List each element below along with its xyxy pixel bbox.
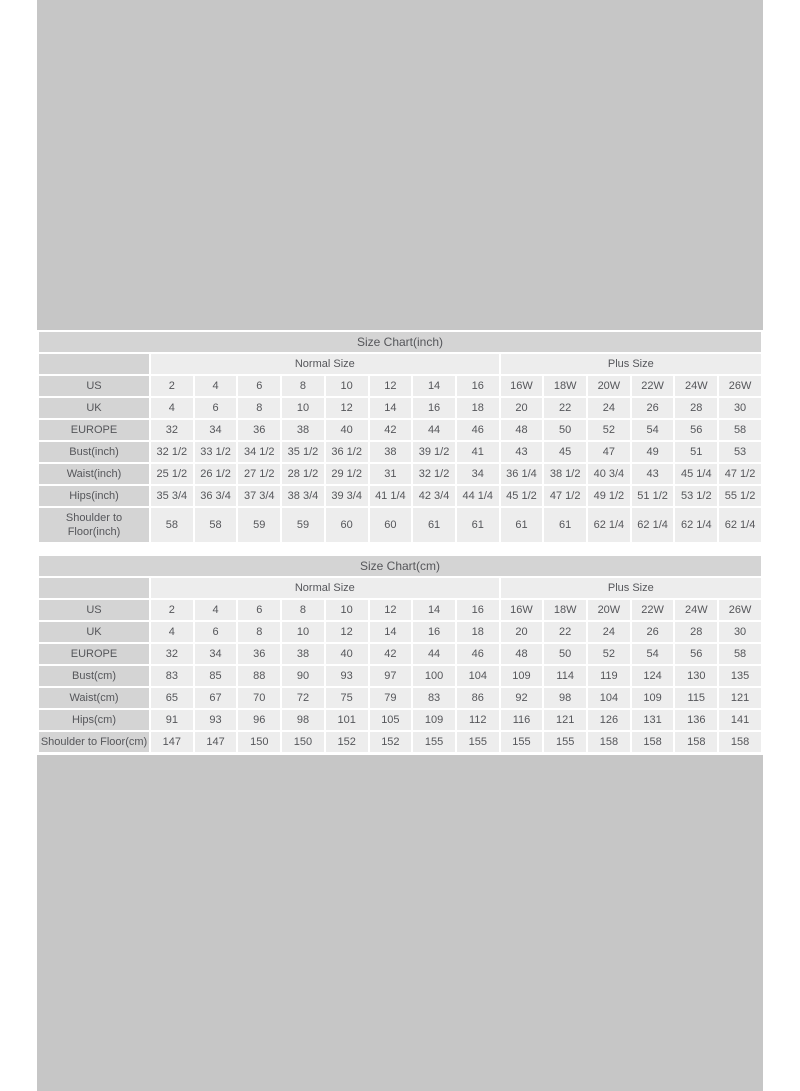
size-cell: 28 1/2 bbox=[282, 464, 324, 484]
size-row bbox=[39, 464, 761, 484]
size-cell: 135 bbox=[719, 666, 761, 686]
size-row bbox=[39, 666, 761, 686]
size-cell: 49 bbox=[632, 442, 674, 462]
size-cell: 10 bbox=[326, 600, 368, 620]
size-cell: 60 bbox=[370, 508, 412, 542]
row-label: Waist(inch) bbox=[39, 464, 149, 484]
size-cell: 136 bbox=[675, 710, 717, 730]
group-header: Plus Size bbox=[501, 354, 761, 374]
size-cell: 38 1/2 bbox=[544, 464, 586, 484]
size-cell: 16W bbox=[501, 376, 543, 396]
size-cell: 124 bbox=[632, 666, 674, 686]
size-cell: 36 1/2 bbox=[326, 442, 368, 462]
size-cell: 32 bbox=[151, 420, 193, 440]
size-cell: 52 bbox=[588, 420, 630, 440]
size-cell: 32 1/2 bbox=[151, 442, 193, 462]
size-cell: 70 bbox=[238, 688, 280, 708]
corner-cell bbox=[39, 354, 149, 374]
size-row bbox=[39, 508, 761, 542]
row-label: Shoulder to Floor(cm) bbox=[39, 732, 149, 752]
size-cell: 62 1/4 bbox=[588, 508, 630, 542]
size-cell: 38 3/4 bbox=[282, 486, 324, 506]
size-cell: 72 bbox=[282, 688, 324, 708]
size-cell: 4 bbox=[195, 600, 237, 620]
size-cell: 12 bbox=[370, 600, 412, 620]
size-chart-inch-table bbox=[37, 330, 763, 544]
size-cell: 61 bbox=[544, 508, 586, 542]
size-row bbox=[39, 600, 761, 620]
size-cell: 54 bbox=[632, 420, 674, 440]
size-cell: 93 bbox=[326, 666, 368, 686]
size-row bbox=[39, 688, 761, 708]
size-cell: 14 bbox=[370, 398, 412, 418]
size-cell: 52 bbox=[588, 644, 630, 664]
size-cell: 20 bbox=[501, 398, 543, 418]
size-cell: 22 bbox=[544, 622, 586, 642]
size-cell: 83 bbox=[413, 688, 455, 708]
size-cell: 59 bbox=[282, 508, 324, 542]
size-cell: 54 bbox=[632, 644, 674, 664]
size-cell: 24W bbox=[675, 600, 717, 620]
size-cell: 62 1/4 bbox=[719, 508, 761, 542]
size-cell: 6 bbox=[195, 622, 237, 642]
size-cell: 36 bbox=[238, 644, 280, 664]
size-cell: 18W bbox=[544, 376, 586, 396]
size-cell: 16 bbox=[413, 398, 455, 418]
size-cell: 56 bbox=[675, 420, 717, 440]
size-cell: 20 bbox=[501, 622, 543, 642]
size-cell: 130 bbox=[675, 666, 717, 686]
size-cell: 158 bbox=[719, 732, 761, 752]
size-cell: 60 bbox=[326, 508, 368, 542]
size-cell: 59 bbox=[238, 508, 280, 542]
size-cell: 33 1/2 bbox=[195, 442, 237, 462]
size-cell: 16 bbox=[413, 622, 455, 642]
size-cell: 35 3/4 bbox=[151, 486, 193, 506]
size-cell: 109 bbox=[632, 688, 674, 708]
size-cell: 2 bbox=[151, 600, 193, 620]
size-cell: 42 3/4 bbox=[413, 486, 455, 506]
size-cell: 26 bbox=[632, 398, 674, 418]
row-label: Waist(cm) bbox=[39, 688, 149, 708]
size-cell: 83 bbox=[151, 666, 193, 686]
size-cell: 38 bbox=[282, 420, 324, 440]
group-header-row bbox=[39, 578, 761, 598]
size-cell: 28 bbox=[675, 398, 717, 418]
size-cell: 152 bbox=[370, 732, 412, 752]
table-title: Size Chart(inch) bbox=[39, 332, 761, 352]
size-cell: 46 bbox=[457, 644, 499, 664]
size-cell: 115 bbox=[675, 688, 717, 708]
size-cell: 8 bbox=[282, 600, 324, 620]
size-cell: 121 bbox=[719, 688, 761, 708]
size-cell: 26 bbox=[632, 622, 674, 642]
size-cell: 58 bbox=[195, 508, 237, 542]
size-cell: 36 bbox=[238, 420, 280, 440]
size-cell: 44 bbox=[413, 644, 455, 664]
size-cell: 18 bbox=[457, 398, 499, 418]
size-cell: 50 bbox=[544, 644, 586, 664]
size-cell: 36 3/4 bbox=[195, 486, 237, 506]
size-chart-panel bbox=[37, 330, 763, 755]
size-cell: 55 1/2 bbox=[719, 486, 761, 506]
size-cell: 10 bbox=[282, 622, 324, 642]
size-chart-cm-table bbox=[37, 554, 763, 754]
content-column bbox=[37, 0, 763, 1091]
size-cell: 6 bbox=[238, 600, 280, 620]
size-cell: 58 bbox=[719, 420, 761, 440]
size-cell: 101 bbox=[326, 710, 368, 730]
size-cell: 79 bbox=[370, 688, 412, 708]
size-cell: 25 1/2 bbox=[151, 464, 193, 484]
image-placeholder-bottom bbox=[37, 755, 763, 1091]
size-cell: 90 bbox=[282, 666, 324, 686]
size-row bbox=[39, 732, 761, 752]
size-cell: 98 bbox=[544, 688, 586, 708]
size-cell: 61 bbox=[501, 508, 543, 542]
size-cell: 16 bbox=[457, 376, 499, 396]
size-cell: 37 3/4 bbox=[238, 486, 280, 506]
size-cell: 32 bbox=[151, 644, 193, 664]
size-row bbox=[39, 376, 761, 396]
size-cell: 155 bbox=[457, 732, 499, 752]
size-cell: 38 bbox=[282, 644, 324, 664]
size-cell: 109 bbox=[413, 710, 455, 730]
size-cell: 24 bbox=[588, 622, 630, 642]
size-cell: 75 bbox=[326, 688, 368, 708]
size-cell: 43 bbox=[501, 442, 543, 462]
size-cell: 12 bbox=[326, 622, 368, 642]
size-cell: 150 bbox=[282, 732, 324, 752]
size-cell: 86 bbox=[457, 688, 499, 708]
size-cell: 26W bbox=[719, 600, 761, 620]
row-label: US bbox=[39, 376, 149, 396]
size-row bbox=[39, 486, 761, 506]
size-cell: 18 bbox=[457, 622, 499, 642]
size-cell: 44 bbox=[413, 420, 455, 440]
size-cell: 62 1/4 bbox=[632, 508, 674, 542]
size-cell: 47 bbox=[588, 442, 630, 462]
size-cell: 38 bbox=[370, 442, 412, 462]
size-cell: 61 bbox=[457, 508, 499, 542]
size-cell: 67 bbox=[195, 688, 237, 708]
size-cell: 88 bbox=[238, 666, 280, 686]
size-row bbox=[39, 644, 761, 664]
size-cell: 27 1/2 bbox=[238, 464, 280, 484]
size-cell: 34 bbox=[457, 464, 499, 484]
size-cell: 93 bbox=[195, 710, 237, 730]
size-cell: 45 1/4 bbox=[675, 464, 717, 484]
size-cell: 14 bbox=[370, 622, 412, 642]
size-cell: 62 1/4 bbox=[675, 508, 717, 542]
size-cell: 100 bbox=[413, 666, 455, 686]
size-cell: 45 1/2 bbox=[501, 486, 543, 506]
size-cell: 47 1/2 bbox=[544, 486, 586, 506]
size-cell: 158 bbox=[675, 732, 717, 752]
size-cell: 49 1/2 bbox=[588, 486, 630, 506]
row-label: Shoulder to Floor(inch) bbox=[39, 508, 149, 542]
size-cell: 8 bbox=[238, 622, 280, 642]
size-cell: 61 bbox=[413, 508, 455, 542]
size-cell: 34 1/2 bbox=[238, 442, 280, 462]
size-cell: 96 bbox=[238, 710, 280, 730]
size-cell: 147 bbox=[151, 732, 193, 752]
table-gap bbox=[37, 544, 763, 554]
size-cell: 147 bbox=[195, 732, 237, 752]
size-cell: 12 bbox=[326, 398, 368, 418]
size-cell: 65 bbox=[151, 688, 193, 708]
size-cell: 98 bbox=[282, 710, 324, 730]
size-cell: 31 bbox=[370, 464, 412, 484]
size-cell: 116 bbox=[501, 710, 543, 730]
size-cell: 104 bbox=[588, 688, 630, 708]
group-header: Normal Size bbox=[151, 578, 499, 598]
size-cell: 112 bbox=[457, 710, 499, 730]
row-label: Bust(inch) bbox=[39, 442, 149, 462]
title-row bbox=[39, 556, 761, 576]
size-cell: 131 bbox=[632, 710, 674, 730]
size-cell: 121 bbox=[544, 710, 586, 730]
size-cell: 32 1/2 bbox=[413, 464, 455, 484]
size-cell: 24W bbox=[675, 376, 717, 396]
size-cell: 58 bbox=[151, 508, 193, 542]
size-cell: 41 1/4 bbox=[370, 486, 412, 506]
row-label: Hips(cm) bbox=[39, 710, 149, 730]
size-cell: 2 bbox=[151, 376, 193, 396]
corner-cell bbox=[39, 578, 149, 598]
size-cell: 48 bbox=[501, 644, 543, 664]
size-cell: 4 bbox=[151, 398, 193, 418]
size-cell: 20W bbox=[588, 600, 630, 620]
size-cell: 26 1/2 bbox=[195, 464, 237, 484]
size-cell: 114 bbox=[544, 666, 586, 686]
size-cell: 6 bbox=[195, 398, 237, 418]
size-cell: 14 bbox=[413, 600, 455, 620]
size-cell: 46 bbox=[457, 420, 499, 440]
size-cell: 141 bbox=[719, 710, 761, 730]
size-cell: 26W bbox=[719, 376, 761, 396]
size-cell: 155 bbox=[501, 732, 543, 752]
size-cell: 51 1/2 bbox=[632, 486, 674, 506]
size-cell: 104 bbox=[457, 666, 499, 686]
size-cell: 105 bbox=[370, 710, 412, 730]
size-cell: 53 bbox=[719, 442, 761, 462]
size-cell: 4 bbox=[151, 622, 193, 642]
size-cell: 35 1/2 bbox=[282, 442, 324, 462]
size-row bbox=[39, 442, 761, 462]
size-cell: 18W bbox=[544, 600, 586, 620]
size-cell: 152 bbox=[326, 732, 368, 752]
size-row bbox=[39, 398, 761, 418]
size-cell: 41 bbox=[457, 442, 499, 462]
size-cell: 53 1/2 bbox=[675, 486, 717, 506]
size-cell: 158 bbox=[632, 732, 674, 752]
size-cell: 10 bbox=[326, 376, 368, 396]
row-label: US bbox=[39, 600, 149, 620]
size-cell: 58 bbox=[719, 644, 761, 664]
size-cell: 44 1/4 bbox=[457, 486, 499, 506]
size-cell: 42 bbox=[370, 644, 412, 664]
size-cell: 16W bbox=[501, 600, 543, 620]
size-cell: 119 bbox=[588, 666, 630, 686]
row-label: UK bbox=[39, 398, 149, 418]
size-cell: 22 bbox=[544, 398, 586, 418]
size-cell: 24 bbox=[588, 398, 630, 418]
image-placeholder-top bbox=[37, 0, 763, 330]
size-cell: 8 bbox=[238, 398, 280, 418]
row-label: EUROPE bbox=[39, 420, 149, 440]
size-cell: 22W bbox=[632, 376, 674, 396]
table-title: Size Chart(cm) bbox=[39, 556, 761, 576]
size-cell: 10 bbox=[282, 398, 324, 418]
size-cell: 85 bbox=[195, 666, 237, 686]
row-label: EUROPE bbox=[39, 644, 149, 664]
size-cell: 155 bbox=[544, 732, 586, 752]
size-cell: 16 bbox=[457, 600, 499, 620]
size-cell: 48 bbox=[501, 420, 543, 440]
size-cell: 150 bbox=[238, 732, 280, 752]
size-cell: 30 bbox=[719, 398, 761, 418]
size-cell: 158 bbox=[588, 732, 630, 752]
size-cell: 29 1/2 bbox=[326, 464, 368, 484]
size-cell: 14 bbox=[413, 376, 455, 396]
size-cell: 45 bbox=[544, 442, 586, 462]
size-cell: 109 bbox=[501, 666, 543, 686]
size-cell: 47 1/2 bbox=[719, 464, 761, 484]
size-cell: 42 bbox=[370, 420, 412, 440]
size-cell: 40 bbox=[326, 420, 368, 440]
group-header: Plus Size bbox=[501, 578, 761, 598]
row-label: Hips(inch) bbox=[39, 486, 149, 506]
title-row bbox=[39, 332, 761, 352]
size-row bbox=[39, 420, 761, 440]
size-row bbox=[39, 710, 761, 730]
size-cell: 40 bbox=[326, 644, 368, 664]
size-cell: 36 1/4 bbox=[501, 464, 543, 484]
size-cell: 92 bbox=[501, 688, 543, 708]
group-header: Normal Size bbox=[151, 354, 499, 374]
size-cell: 155 bbox=[413, 732, 455, 752]
size-cell: 97 bbox=[370, 666, 412, 686]
size-cell: 126 bbox=[588, 710, 630, 730]
size-cell: 8 bbox=[282, 376, 324, 396]
size-cell: 6 bbox=[238, 376, 280, 396]
size-cell: 20W bbox=[588, 376, 630, 396]
row-label: UK bbox=[39, 622, 149, 642]
size-cell: 30 bbox=[719, 622, 761, 642]
size-cell: 40 3/4 bbox=[588, 464, 630, 484]
group-header-row bbox=[39, 354, 761, 374]
size-cell: 43 bbox=[632, 464, 674, 484]
row-label: Bust(cm) bbox=[39, 666, 149, 686]
size-cell: 39 1/2 bbox=[413, 442, 455, 462]
size-cell: 34 bbox=[195, 644, 237, 664]
size-cell: 12 bbox=[370, 376, 412, 396]
size-row bbox=[39, 622, 761, 642]
size-cell: 22W bbox=[632, 600, 674, 620]
size-cell: 56 bbox=[675, 644, 717, 664]
size-cell: 50 bbox=[544, 420, 586, 440]
size-cell: 28 bbox=[675, 622, 717, 642]
size-cell: 39 3/4 bbox=[326, 486, 368, 506]
size-cell: 34 bbox=[195, 420, 237, 440]
size-cell: 51 bbox=[675, 442, 717, 462]
size-cell: 91 bbox=[151, 710, 193, 730]
size-cell: 4 bbox=[195, 376, 237, 396]
